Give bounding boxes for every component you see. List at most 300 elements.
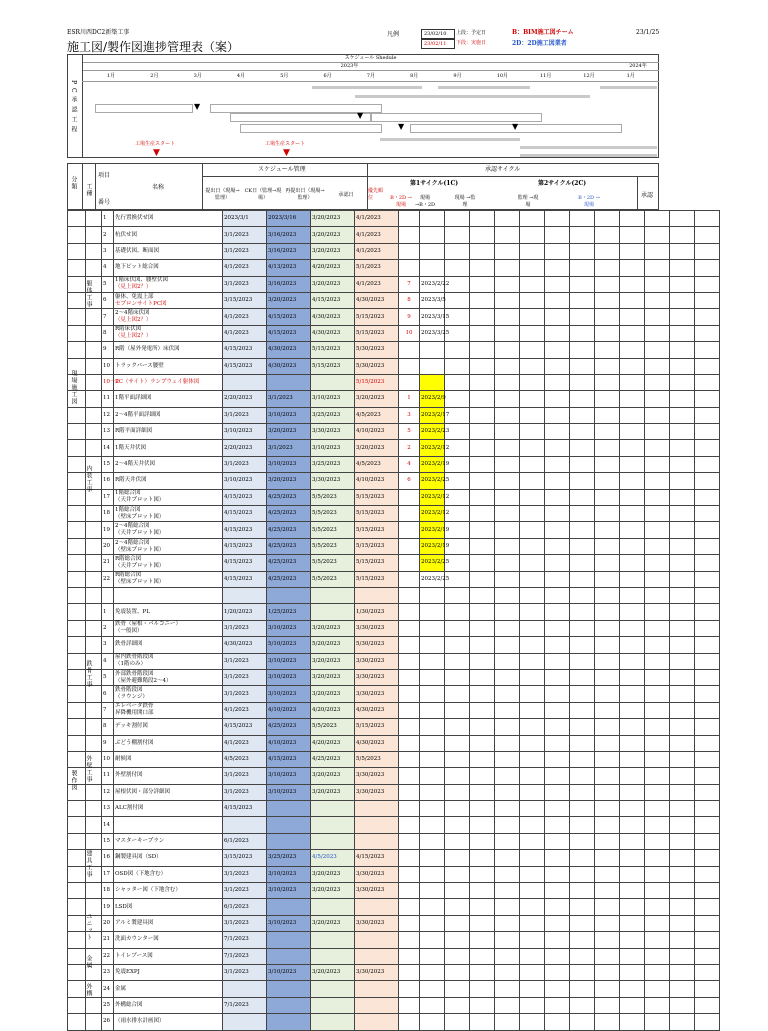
table-row xyxy=(68,915,720,931)
header-date: 23/1/25 xyxy=(636,29,660,36)
cell-empty xyxy=(86,620,102,636)
row-name: 1階平面詳細図 xyxy=(115,395,152,402)
cell-empty xyxy=(68,571,86,587)
cell-no: 9 xyxy=(102,735,114,751)
cell-empty xyxy=(620,735,645,751)
table-row xyxy=(68,719,720,735)
cell-d2 xyxy=(267,801,311,817)
cell-empty xyxy=(470,751,495,767)
cell-empty xyxy=(470,735,495,751)
cell-pri xyxy=(399,211,420,227)
cell-empty xyxy=(520,981,545,997)
cell-pri xyxy=(399,866,420,882)
cell-no: 8 xyxy=(102,719,114,735)
cell-empty xyxy=(86,587,102,603)
cell-empty xyxy=(520,719,545,735)
cell-name xyxy=(114,309,223,325)
table-row xyxy=(68,276,720,292)
cell-empty xyxy=(570,1014,595,1030)
group-genba: 現場施工図 xyxy=(70,370,77,405)
schedule-year2: 2024年 xyxy=(617,63,659,71)
cell-empty xyxy=(470,325,495,341)
cell-empty xyxy=(470,719,495,735)
cell-empty xyxy=(495,276,520,292)
cell-empty xyxy=(495,587,520,603)
cell-empty xyxy=(470,473,495,489)
cell-empty xyxy=(595,309,620,325)
table-row xyxy=(68,620,720,636)
cell-c1 xyxy=(420,686,445,702)
col-category: 分類 xyxy=(70,176,77,190)
cell-empty xyxy=(545,932,570,948)
cell-empty xyxy=(620,719,645,735)
cell-empty xyxy=(545,850,570,866)
cell-empty xyxy=(645,276,670,292)
cell-c1 xyxy=(420,653,445,669)
cell-empty xyxy=(670,456,695,472)
table-row xyxy=(68,1014,720,1030)
cycle2-label: 第2サイクル(2C) xyxy=(538,180,587,187)
cell-pri xyxy=(399,932,420,948)
cell-empty xyxy=(470,997,495,1013)
cell-name xyxy=(114,571,223,587)
cell-empty xyxy=(670,1014,695,1030)
cell-empty xyxy=(670,555,695,571)
cell-c1 xyxy=(420,243,445,259)
cell-empty xyxy=(695,489,720,505)
cell-empty xyxy=(445,587,470,603)
cell-empty xyxy=(595,932,620,948)
cell-d1: 3/1/2023 xyxy=(223,456,267,472)
cell-empty xyxy=(545,1014,570,1030)
cell-name xyxy=(114,325,223,341)
cell-empty xyxy=(695,473,720,489)
cell-empty xyxy=(695,637,720,653)
cell-name xyxy=(114,883,223,899)
table-row xyxy=(68,440,720,456)
cell-empty xyxy=(470,456,495,472)
table-row xyxy=(68,850,720,866)
cell-no: 20 xyxy=(102,915,114,931)
cell-empty xyxy=(595,342,620,358)
cell-d3: 5/20/2023 xyxy=(311,637,355,653)
cell-empty xyxy=(86,522,102,538)
group-seisaku: 製作図 xyxy=(70,770,77,791)
row-name: 免震EXPJ xyxy=(115,969,140,976)
cell-empty xyxy=(86,424,102,440)
cell-empty xyxy=(595,276,620,292)
cell-empty xyxy=(595,604,620,620)
cell-empty xyxy=(86,227,102,243)
cell-empty xyxy=(595,817,620,833)
table-row xyxy=(68,981,720,997)
cell-empty xyxy=(470,424,495,440)
cell-d1: 3/1/2023 xyxy=(223,915,267,931)
cell-empty xyxy=(520,948,545,964)
row-name: 杭伏せ図 xyxy=(115,231,138,238)
cell-empty xyxy=(570,981,595,997)
cell-empty xyxy=(520,211,545,227)
cell-empty xyxy=(68,801,86,817)
cell-empty xyxy=(470,342,495,358)
group-kinzoku: 金属 xyxy=(85,955,92,969)
cell-empty xyxy=(570,866,595,882)
cell-empty xyxy=(620,669,645,685)
cell-empty xyxy=(520,768,545,784)
cell-no: 15 xyxy=(102,833,114,849)
cell-d4: 4/15/2023 xyxy=(355,850,399,866)
row-name: エレベータ鉄骨 xyxy=(115,703,154,710)
cell-empty xyxy=(695,555,720,571)
table-row xyxy=(68,997,720,1013)
cell-name xyxy=(114,489,223,505)
row-name: トイレブース図 xyxy=(115,952,153,959)
cell-empty xyxy=(520,850,545,866)
cell-empty xyxy=(695,932,720,948)
cell-d1: 6/1/2023 xyxy=(223,899,267,915)
cell-d2: 3/10/2023 xyxy=(267,964,311,980)
cell-empty xyxy=(86,735,102,751)
table-row xyxy=(68,522,720,538)
cell-empty xyxy=(595,538,620,554)
cell-empty xyxy=(520,292,545,308)
triangle-marker-icon: ▼ xyxy=(194,102,201,111)
cell-empty xyxy=(545,981,570,997)
cell-d2 xyxy=(267,587,311,603)
red-note: 工場生産スタート xyxy=(135,141,176,147)
cell-empty xyxy=(645,407,670,423)
cell-pri xyxy=(399,817,420,833)
cell-empty xyxy=(445,932,470,948)
cell-empty xyxy=(570,784,595,800)
cell-empty xyxy=(570,850,595,866)
cell-empty xyxy=(645,1014,670,1030)
cell-empty xyxy=(68,506,86,522)
cell-empty xyxy=(445,686,470,702)
cell-empty xyxy=(470,358,495,374)
table-row xyxy=(68,801,720,817)
cell-no: 17 xyxy=(102,866,114,882)
cell-empty xyxy=(645,669,670,685)
legend-top-date: 23/02/10 xyxy=(421,29,455,39)
cell-empty xyxy=(495,243,520,259)
row-subname: （一般図） xyxy=(115,628,143,635)
cell-pri: 3 xyxy=(399,407,420,423)
cell-empty xyxy=(645,981,670,997)
cell-empty xyxy=(670,211,695,227)
cell-empty xyxy=(68,243,86,259)
cell-empty xyxy=(86,440,102,456)
cell-empty xyxy=(545,407,570,423)
cell-d4: 3/30/2023 xyxy=(355,620,399,636)
cell-empty xyxy=(670,620,695,636)
cell-empty xyxy=(495,456,520,472)
cell-empty xyxy=(695,391,720,407)
cell-empty xyxy=(595,522,620,538)
col-check: CK日（監理→現場） xyxy=(244,188,282,201)
cell-d3: 3/20/2023 xyxy=(311,227,355,243)
cell-d3: 3/20/2023 xyxy=(311,653,355,669)
cell-empty xyxy=(670,915,695,931)
cell-empty xyxy=(595,702,620,718)
cell-pri xyxy=(399,587,420,603)
table-row xyxy=(68,292,720,308)
cell-empty xyxy=(445,391,470,407)
row-name: R階総合図 xyxy=(115,572,142,579)
cell-empty xyxy=(545,374,570,390)
cell-empty xyxy=(695,751,720,767)
cell-c1: 2023/2/9 xyxy=(420,391,445,407)
cell-empty xyxy=(570,227,595,243)
cell-empty xyxy=(520,456,545,472)
cell-d1: 4/15/2023 xyxy=(223,801,267,817)
cell-empty xyxy=(495,653,520,669)
cell-name xyxy=(114,587,223,603)
cell-c1 xyxy=(420,997,445,1013)
cell-empty xyxy=(68,751,86,767)
cell-d4 xyxy=(355,587,399,603)
row-name: 屋内鉄骨階段図 xyxy=(115,654,154,661)
row-subname: （見上図2？） xyxy=(115,317,152,324)
cell-empty xyxy=(445,981,470,997)
cell-d1: 7/1/2023 xyxy=(223,997,267,1013)
cell-empty xyxy=(670,735,695,751)
cell-empty xyxy=(68,260,86,276)
cell-no: 16 xyxy=(102,473,114,489)
cell-empty xyxy=(520,424,545,440)
cell-c1 xyxy=(420,833,445,849)
cell-empty xyxy=(670,899,695,915)
cell-empty xyxy=(695,735,720,751)
cell-d3: 3/20/2023 xyxy=(311,669,355,685)
table-row xyxy=(68,604,720,620)
cell-pri xyxy=(399,669,420,685)
cell-empty xyxy=(470,620,495,636)
cell-empty xyxy=(68,702,86,718)
schedule-months xyxy=(82,72,659,82)
cell-empty xyxy=(570,801,595,817)
cell-pri xyxy=(399,243,420,259)
cell-empty xyxy=(520,702,545,718)
cell-d4: 3/20/2023 xyxy=(355,440,399,456)
cell-empty xyxy=(645,833,670,849)
row-name: PC（サイト）ランプウェイ躯体図 xyxy=(115,379,200,386)
cell-empty xyxy=(695,915,720,931)
schedule-box xyxy=(95,104,193,113)
cell-empty xyxy=(645,260,670,276)
cell-empty xyxy=(68,735,86,751)
cell-empty xyxy=(570,669,595,685)
cell-empty xyxy=(695,506,720,522)
cell-empty xyxy=(545,358,570,374)
row-name: 鉄骨詳細図 xyxy=(115,641,143,648)
row-name: マスターキープラン xyxy=(115,838,165,845)
cell-pri: 9 xyxy=(399,309,420,325)
cell-no: 3 xyxy=(102,637,114,653)
cell-empty xyxy=(595,669,620,685)
header-divider xyxy=(367,163,368,210)
cell-no: 5 xyxy=(102,669,114,685)
cell-empty xyxy=(470,227,495,243)
cell-no: 1 xyxy=(102,604,114,620)
cell-c1 xyxy=(420,735,445,751)
cell-name xyxy=(114,538,223,554)
cell-name xyxy=(114,456,223,472)
cell-d2: 3/16/2023 xyxy=(267,276,311,292)
cell-no xyxy=(102,587,114,603)
row-name: 鋼製建具図（SD） xyxy=(115,854,162,861)
cell-empty xyxy=(620,866,645,882)
cell-empty xyxy=(68,489,86,505)
cell-empty xyxy=(520,260,545,276)
cell-empty xyxy=(695,571,720,587)
cell-empty xyxy=(545,473,570,489)
cell-name xyxy=(114,653,223,669)
cell-d4: 5/15/2023 xyxy=(355,325,399,341)
cell-empty xyxy=(695,768,720,784)
cell-empty xyxy=(495,702,520,718)
cell-name xyxy=(114,637,223,653)
cell-d3: 4/20/2023 xyxy=(311,260,355,276)
cell-empty xyxy=(470,669,495,685)
cell-d4 xyxy=(355,801,399,817)
cell-name xyxy=(114,424,223,440)
cell-empty xyxy=(695,522,720,538)
sub-kanri-site: 監理 →現場 xyxy=(517,195,539,208)
cell-empty xyxy=(570,948,595,964)
cell-empty xyxy=(545,424,570,440)
cell-empty xyxy=(570,915,595,931)
cell-empty xyxy=(695,440,720,456)
cell-empty xyxy=(470,309,495,325)
cell-empty xyxy=(520,637,545,653)
row-subname: （見上図2？） xyxy=(115,333,152,340)
month-label: 2月 xyxy=(150,73,159,79)
cell-empty xyxy=(545,227,570,243)
cell-empty xyxy=(470,276,495,292)
cell-empty xyxy=(670,784,695,800)
cell-name xyxy=(114,276,223,292)
cell-empty xyxy=(86,997,102,1013)
legend-top-text: 上段：予定日 xyxy=(456,30,487,36)
cell-empty xyxy=(595,489,620,505)
cell-d1 xyxy=(223,374,267,390)
cell-d4: 4/1/2023 xyxy=(355,243,399,259)
cell-name xyxy=(114,506,223,522)
cell-empty xyxy=(645,555,670,571)
schedule-bar xyxy=(520,146,657,149)
cell-d2: 3/10/2023 xyxy=(267,686,311,702)
cell-empty xyxy=(470,899,495,915)
cell-empty xyxy=(68,948,86,964)
cell-d3: 5/5/2023 xyxy=(311,522,355,538)
cell-c1: 2023/3/25 xyxy=(420,325,445,341)
cell-d2 xyxy=(267,948,311,964)
cell-empty xyxy=(670,964,695,980)
cell-empty xyxy=(670,801,695,817)
cell-pri xyxy=(399,948,420,964)
cell-d2: 4/30/2023 xyxy=(267,342,311,358)
cell-empty xyxy=(445,1014,470,1030)
cell-pri xyxy=(399,260,420,276)
cell-empty xyxy=(520,604,545,620)
cell-empty xyxy=(470,292,495,308)
table-row xyxy=(68,374,720,390)
cell-empty xyxy=(520,964,545,980)
cell-no: 13 xyxy=(102,424,114,440)
cell-empty xyxy=(470,768,495,784)
cell-empty xyxy=(645,915,670,931)
cell-empty xyxy=(68,850,86,866)
month-label: 6月 xyxy=(323,73,332,79)
cell-d2 xyxy=(267,1014,311,1030)
cell-d1: 4/15/2023 xyxy=(223,489,267,505)
cell-d3: 3/30/2023 xyxy=(311,424,355,440)
cell-no: 17 xyxy=(102,489,114,505)
cell-empty xyxy=(545,489,570,505)
cell-empty xyxy=(545,686,570,702)
cell-empty xyxy=(645,374,670,390)
cell-empty xyxy=(670,981,695,997)
cell-empty xyxy=(545,866,570,882)
row-name: デッキ割付図 xyxy=(115,723,148,730)
cell-empty xyxy=(620,571,645,587)
cell-d1: 4/1/2023 xyxy=(223,260,267,276)
cell-c1: 2023/3/15 xyxy=(420,309,445,325)
cell-c1 xyxy=(420,915,445,931)
cell-pri xyxy=(399,538,420,554)
cell-d4: 4/10/2023 xyxy=(355,424,399,440)
cell-empty xyxy=(470,391,495,407)
cell-c1: 2023/2/19 xyxy=(420,522,445,538)
cell-empty xyxy=(595,407,620,423)
cell-d1: 1/20/2023 xyxy=(223,604,267,620)
header-divider xyxy=(95,163,96,210)
cell-c1 xyxy=(420,1014,445,1030)
cell-empty xyxy=(670,407,695,423)
cell-empty xyxy=(470,817,495,833)
cell-empty xyxy=(645,571,670,587)
cell-d2: 3/16/2023 xyxy=(267,243,311,259)
schedule-label: スケジュール Shedule xyxy=(82,55,659,63)
cell-empty xyxy=(695,325,720,341)
group-kutai: 躯体工事 xyxy=(85,280,92,308)
cell-d2: 3/10/2023 xyxy=(267,669,311,685)
cell-empty xyxy=(545,538,570,554)
cell-empty xyxy=(645,538,670,554)
header-divider xyxy=(202,163,203,210)
cell-empty xyxy=(68,817,86,833)
cell-empty xyxy=(495,850,520,866)
cell-d1: 3/1/2023 xyxy=(223,407,267,423)
schedule-bar xyxy=(438,86,530,89)
cell-d4: 5/15/2023 xyxy=(355,719,399,735)
table-row xyxy=(68,817,720,833)
cell-d2: 3/10/2023 xyxy=(267,784,311,800)
cell-no: 2 xyxy=(102,227,114,243)
row-name: 洗面カウンター図 xyxy=(115,936,159,943)
cell-empty xyxy=(620,948,645,964)
cell-pri xyxy=(399,964,420,980)
table-row xyxy=(68,686,720,702)
cell-empty xyxy=(695,817,720,833)
schedule-box xyxy=(240,124,382,133)
cell-empty xyxy=(570,620,595,636)
cell-empty xyxy=(520,669,545,685)
cell-empty xyxy=(545,211,570,227)
cell-name xyxy=(114,817,223,833)
cell-empty xyxy=(520,440,545,456)
